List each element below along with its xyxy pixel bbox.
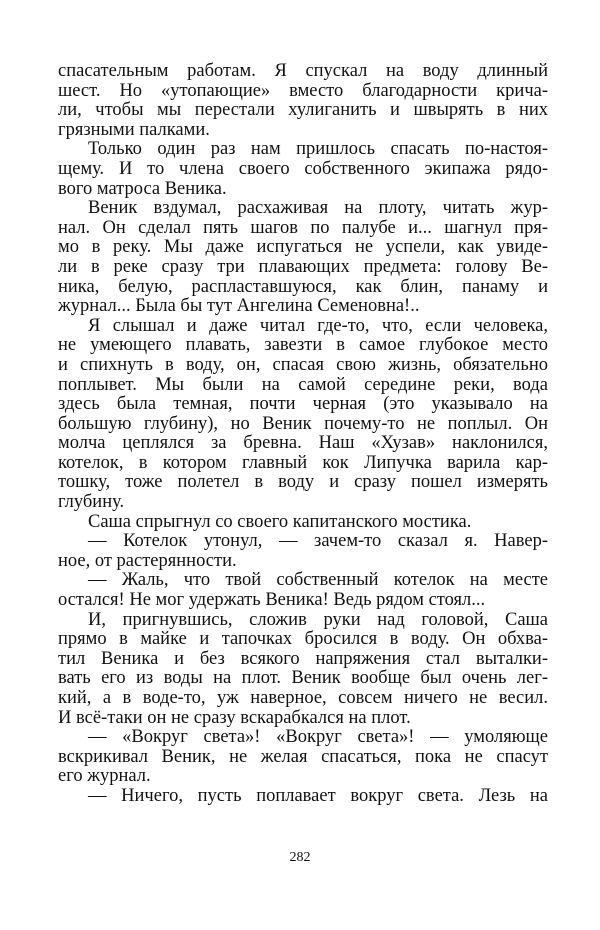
text-line: не умеющего плавать, завезти в самое глубокое место	[58, 335, 548, 356]
text-line: — Жаль, что твой собственный котелок на месте	[88, 570, 548, 591]
text-line: остался! Не мог удержать Веника! Ведь рядом стоял...	[58, 590, 486, 611]
text-line: тил Веника и без всякого напряжения стал выталки-	[58, 648, 548, 669]
text-line: нал. Он сделал пять шагов по палубе и... шагнул пря-	[58, 217, 548, 238]
text-line: вать его из воды на плот. Веник вообще был очень лег-	[58, 668, 548, 689]
text-line: кий, а в воде-то, уж наверное, совсем ничего не весил.	[58, 688, 548, 708]
text-line: щему. И то члена своего собственного экипажа рядо-	[58, 158, 548, 179]
text-line: Веник вздумал, расхаживая на плоту, читать жур-	[88, 198, 548, 219]
text-line: грязными палками.	[58, 119, 210, 140]
text-line: вскрикивал Веник, не желая спасаться, пока не спасут	[58, 746, 548, 767]
text-line: его журнал.	[58, 766, 151, 787]
text-line: Я слышал и даже читал где-то, что, если человека,	[88, 315, 548, 336]
text-line: вого матроса Веника.	[58, 178, 227, 199]
text-line: ли, чтобы мы перестали хулиганить и швырять в них	[58, 100, 548, 121]
text-line: И всё-таки он не сразу вскарабкался на плот.	[58, 707, 411, 728]
text-line: мо в реку. Мы даже испугаться не успели, как увиде-	[58, 237, 548, 258]
text-line: ли в реке сразу три плавающих предмета: голову Ве-	[58, 256, 548, 277]
page-number: 282	[289, 850, 311, 865]
text-line: тошку, тоже полетел в воду и сразу пошел измерять	[58, 472, 548, 493]
text-line: И, пригнувшись, сложив руки над головой, Саша	[88, 609, 548, 630]
text-line: глубину.	[58, 492, 125, 513]
text-line: большую глубину), но Веник почему-то не поплыл. Он	[58, 413, 548, 434]
text-line: спасательным работам. Я спускал на воду длинный	[58, 61, 548, 81]
text-line: шест. Но «утопающие» вместо благодарности крича-	[58, 80, 548, 101]
page-text	[58, 62, 548, 807]
text-line: молча цеплялся за бревна. Наш «Хузав» наклонился,	[58, 433, 548, 454]
text-line: — Котелок утонул, — зачем-то сказал я. Навер-	[88, 531, 548, 552]
text-line: Только один раз нам пришлось спасать по-настоя-	[88, 139, 548, 160]
text-line: — «Вокруг света»! «Вокруг света»! — умоляюще	[88, 727, 548, 748]
text-line: котелок, в котором главный кок Липучка варила кар-	[58, 452, 548, 473]
text-line: ное, от растерянности.	[58, 550, 237, 571]
text-line: прямо в майке и тапочках бросился в воду. Он обхва-	[58, 629, 548, 650]
text-line: здесь была темная, почти черная (это указывало на	[58, 394, 548, 415]
text-line: — Ничего, пусть поплавает вокруг света. Лезь на	[88, 785, 548, 806]
text-line: журнал... Была бы тут Ангелина Семеновна!..	[58, 296, 420, 317]
text-line: и спихнуть в воду, он, спасая свою жизнь, обязательно	[58, 354, 548, 375]
text-line: ника, белую, распластавшуюся, как блин, панаму и	[58, 276, 548, 297]
text-line: поплывет. Мы были на самой середине реки, вода	[58, 374, 548, 395]
text-line: Саша спрыгнул со своего капитанского мостика.	[88, 511, 472, 532]
